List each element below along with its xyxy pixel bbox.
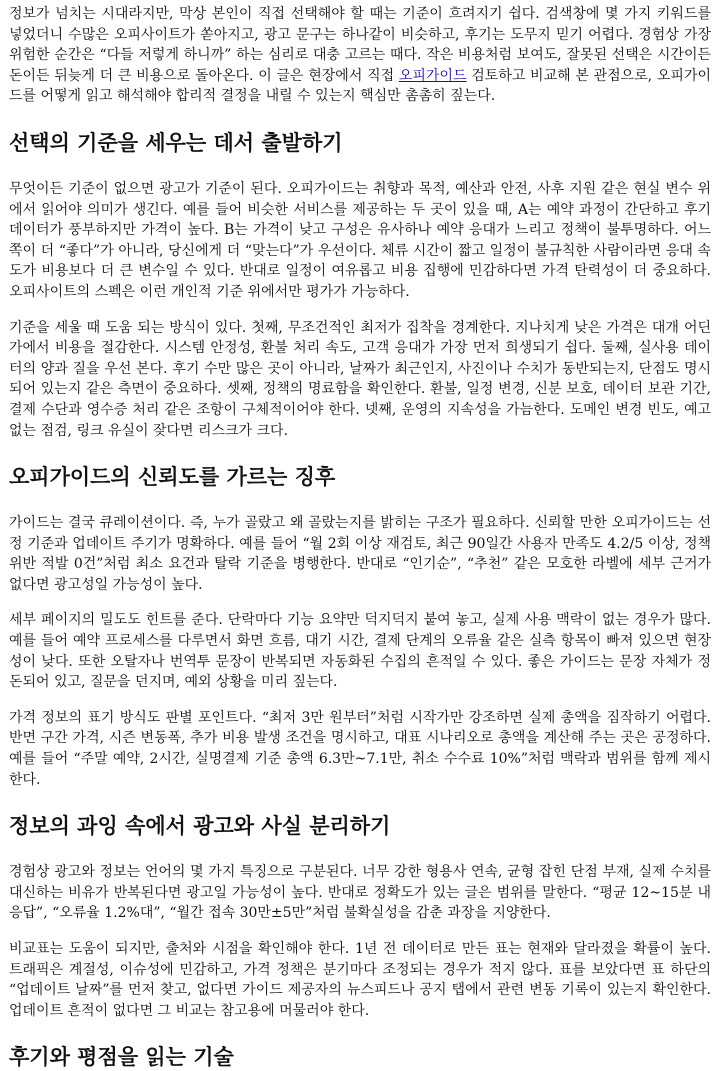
trust-paragraph-2: 세부 페이지의 밀도도 힌트를 준다. 단락마다 기능 요약만 덕지덕지 붙여 놓고, 실제 사용 맥락이 없는 경우가 많다. 예를 들어 예약 프로세스를 다루면서 화면 흐름, 대기 시간, 결제 단계의 오류율 같은 실측 항목이 빠져 있으면 현장성이 낮다. 또한 오탈자나 번역투 문장이 반복되면 자동화된 수집의 흔적일 수 있다. 좋은 가이드는 문장 자체가 정돈되어 있고, 질문을 던지며, 예외 상황을 미리 짚는다.: [9, 612, 711, 691]
intro-paragraph: [9, 4, 711, 107]
section-heading-criteria: 선택의 기준을 세우는 데서 출발하기: [9, 130, 343, 155]
criteria-paragraph-2: 기준을 세울 때 도움 되는 방식이 있다. 첫째, 무조건적인 최저가 집착을 경계한다. 지나치게 낮은 가격은 대개 어딘가에서 비용을 절감한다. 시스템 안정성, 환불 처리 속도, 고객 응대가 가장 먼저 희생되기 쉽다. 둘째, 실사용 데이터의 양과 질을 우선 본다. 후기 수만 많은 곳이 아니라, 날짜가 최근인지, 사진이나 수치가 동반되는지, 단점도 명시되어 있는지 같은 측면이 중요하다. 셋째, 정책의 명료함을 확인한다. 환불, 일정 변경, 신분 보호, 데이터 보관 기간, 결제 수단과 영수증 처리 같은 조항이 구체적이어야 한다. 넷째, 운영의 지속성을 가늠한다. 도메인 변경 빈도, 예고 없는 점검, 링크 유실이 잦다면 리스크가 크다.: [9, 319, 711, 439]
section-heading-reviews: 후기와 평점을 읽는 기술: [9, 1045, 234, 1070]
ads-paragraph-2: 비교표는 도움이 되지만, 출처와 시점을 확인해야 한다. 1년 전 데이터로 만든 표는 현재와 달라졌을 확률이 높다. 트래픽은 계절성, 이슈성에 민감하고, 가격 정책은 분기마다 조정되는 경우가 적지 않다. 표를 보았다면 표 하단의 “업데이트 날짜”를 먼저 찾고, 없다면 가이드 제공자의 뉴스피드나 공지 탭에서 관련 변동 기록이 있는지 확인한다. 업데이트 흔적이 없다면 그 비교는 참고용에 머물러야 한다.: [9, 941, 711, 1019]
ads-paragraph-1: 경험상 광고와 정보는 언어의 몇 가지 특징으로 구분된다. 너무 강한 형용사 연속, 균형 잡힌 단점 부재, 실제 수치를 대신하는 비유가 반복된다면 광고일 가능성이 높다. 반대로 정확도가 있는 글은 범위를 말한다. “평균 12~15분 내 응답”, “오류율 1.2%대”, “월간 접속 30만±5만”처럼 불확실성을 감춘 과장을 지양한다.: [9, 864, 711, 922]
section-heading-ads-vs-facts: 정보의 과잉 속에서 광고와 사실 분리하기: [9, 814, 391, 839]
intro-text-after: 검토하고 비교해 본 관점으로, 오피가이드를 어떻게 읽고 해석해야 합리적 결정을 내릴 수 있는지 핵심만 촘촘히 짚는다.: [9, 67, 711, 105]
opiguide-link[interactable]: 오피가이드: [398, 67, 467, 84]
trust-paragraph-1: 가이드는 결국 큐레이션이다. 즉, 누가 골랐고 왜 골랐는지를 밝히는 구조가 필요하다. 신뢰할 만한 오피가이드는 선정 기준과 업데이트 주기가 명확하다. 예를 들어 “월 2회 이상 재검토, 최근 90일간 사용자 만족도 4.2/5 이상, 정책 위반 적발 0건”처럼 최소 요건과 탈락 기준을 병행한다. 반대로 “인기순”, “추천” 같은 모호한 라벨에 세부 근거가 없다면 광고성일 가능성이 높다.: [9, 515, 711, 593]
section-heading-trust: 오피가이드의 신뢰도를 가르는 징후: [9, 465, 336, 490]
intro-text-before: 정보가 넘치는 시대라지만, 막상 본인이 직접 선택해야 할 때는 기준이 흐려지기 쉽다. 검색창에 몇 가지 키워드를 넣었더니 수많은 오피사이트가 쏟아지고, 광고 문구는 하나같이 비슷하고, 후기는 도무지 믿기 어렵다. 경험상 가장 위험한 순간은 “다들 저렇게 하니까” 하는 심리로 대충 고르는 때다. 작은 비용처럼 보여도, 잘못된 선택은 시간이든 돈이든 뒤늦게 더 큰 비용으로 돌아온다. 이 글은 현장에서 직접: [9, 6, 711, 84]
criteria-paragraph-1: 무엇이든 기준이 없으면 광고가 기준이 된다. 오피가이드는 취향과 목적, 예산과 안전, 사후 지원 같은 현실 변수 위에서 읽어야 의미가 생긴다. 예를 들어 비슷한 서비스를 제공하는 두 곳이 있을 때, A는 예약 과정이 간단하고 후기 데이터가 풍부하지만 가격이 높다. B는 가격이 낮고 구성은 유사하나 예약 응대가 느리고 정책이 불투명하다. 어느 쪽이 더 “좋다”가 아니라, 당신에게 더 “맞는다”가 우선이다. 체류 시간이 짧고 일정이 불규칙한 사람이라면 응대 속도가 비용보다 더 큰 변수일 수 있다. 반대로 일정이 여유롭고 비용 집행에 민감하다면 가격 탄력성이 더 중요하다. 오피사이트의 스펙은 이런 개인적 기준 위에서만 평가가 가능하다.: [9, 180, 711, 300]
trust-paragraph-3: 가격 정보의 표기 방식도 판별 포인트다. “최저 3만 원부터”처럼 시작가만 강조하면 실제 총액을 짐작하기 어렵다. 반면 구간 가격, 시즌 변동폭, 추가 비용 발생 조건을 명시하고, 대표 시나리오로 총액을 계산해 주는 곳은 공정하다. 예를 들어 “주말 예약, 2시간, 실명결제 기준 총액 6.3만~7.1만, 취소 수수료 10%”처럼 맥락과 범위를 함께 제시한다.: [9, 709, 711, 788]
